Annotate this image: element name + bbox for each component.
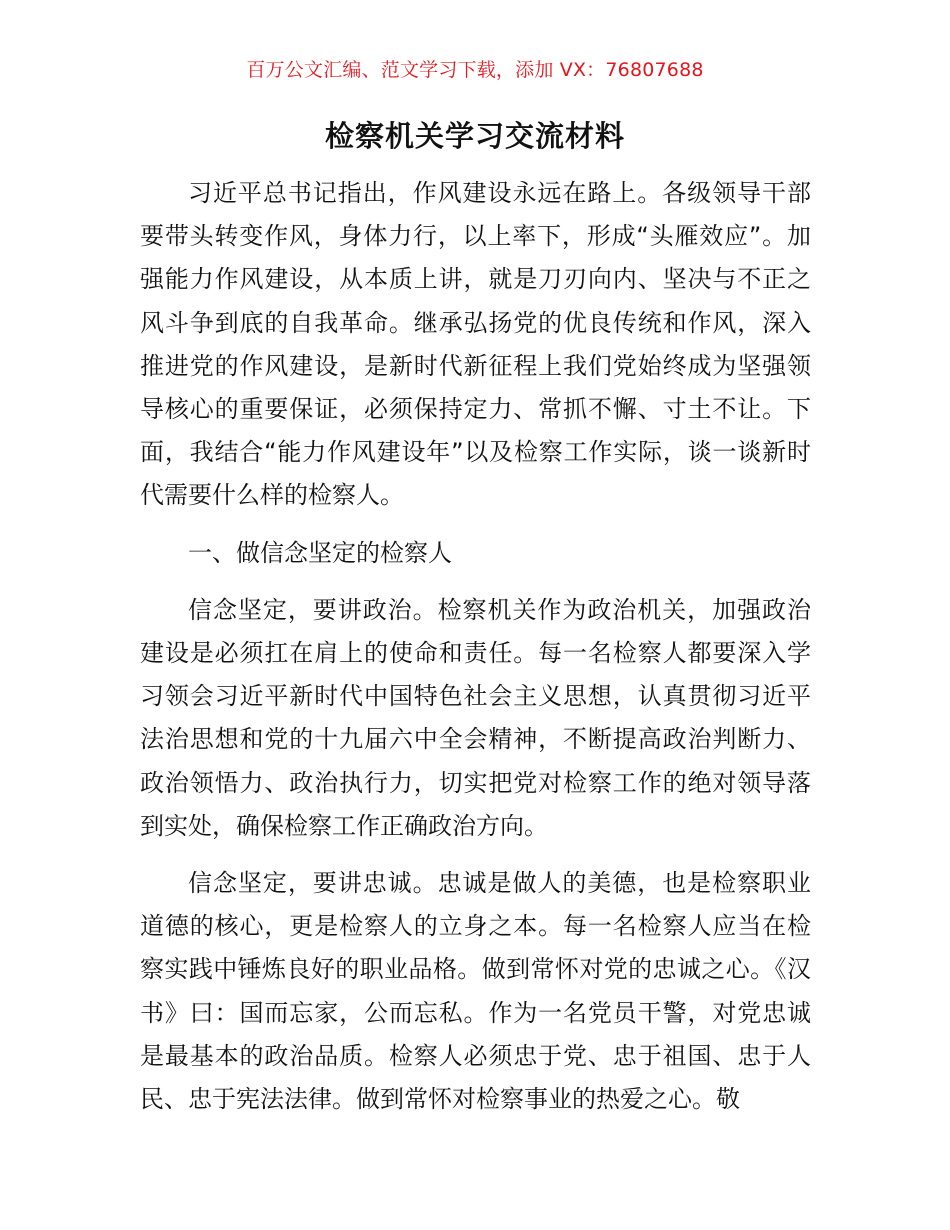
paragraph-politics: 信念坚定，要讲政治。检察机关作为政治机关，加强政治建设是必须扛在肩上的使命和责任。每一名检察人都要深入学习领会习近平新时代中国特色社会主义思想，认真贯彻习近平法治思想和党的十九届六中全会精神，不断提高政治判断力、政治领悟力、政治执行力，切实把党对检察工作的绝对领导落到实处，确保检察工作正确政治方向。 xyxy=(140,595,811,840)
header-note: 百万公文汇编、范文学习下载，添加 VX：76807688 xyxy=(246,59,704,81)
document-title: 检察机关学习交流材料 xyxy=(324,119,625,153)
paragraph-intro: 习近平总书记指出，作风建设永远在路上。各级领导干部要带头转变作风，身体力行，以上率下，形成“头雁效应”。加强能力作风建设，从本质上讲，就是刀刃向内、坚决与不正之风斗争到底的自我革命。继承弘扬党的优良传统和作风，深入推进党的作风建设，是新时代新征程上我们党始终成为坚强领导核心的重要保证，必须保持定力、常抓不懈、寸土不让。下面，我结合“能力作风建设年”以及检察工作实际，谈一谈新时代需要什么样的检察人。 xyxy=(140,179,811,510)
section-heading: 一、做信念坚定的检察人 xyxy=(188,538,452,567)
document-body xyxy=(140,172,811,1121)
paragraph-loyalty: 信念坚定，要讲忠诚。忠诚是做人的美德，也是检察职业道德的核心，更是检察人的立身之本。每一名检察人应当在检察实践中锤炼良好的职业品格。做到常怀对党的忠诚之心。《汉书》曰：国而忘家，公而忘私。作为一名党员干警，对党忠诚是最基本的政治品质。检察人必须忠于党、忠于祖国、忠于人民、忠于宪法法律。做到常怀对检察事业的热爱之心。敬 xyxy=(140,869,811,1114)
